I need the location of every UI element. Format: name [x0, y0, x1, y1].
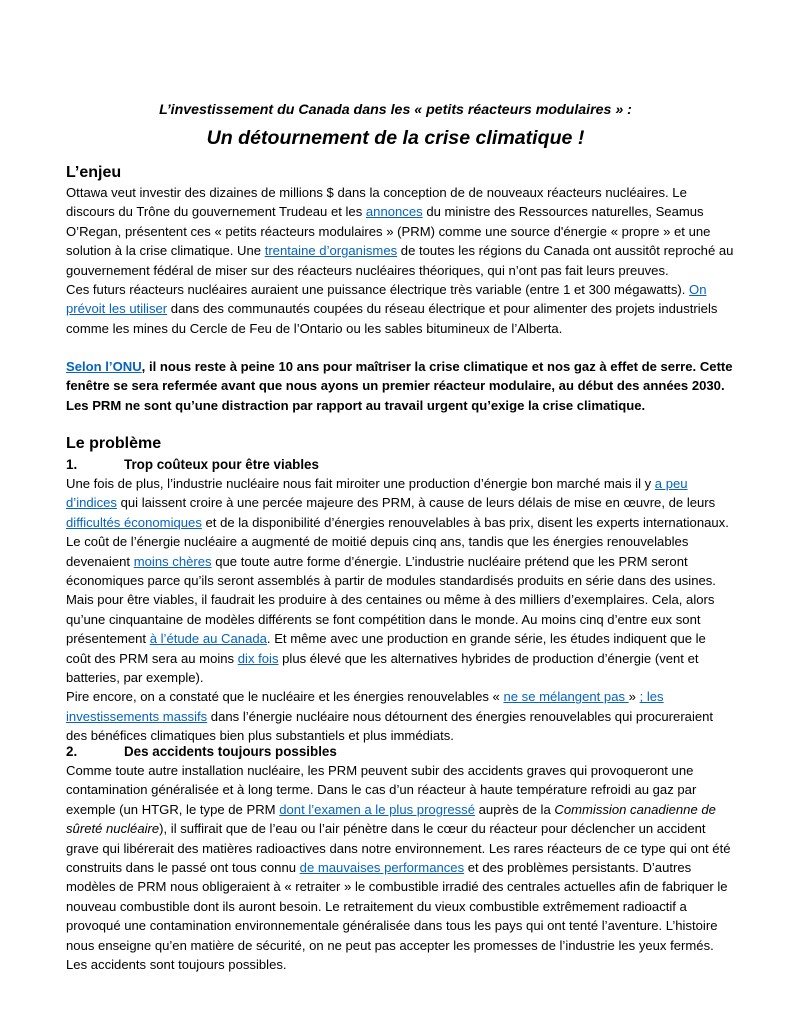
- text-run: de toutes les régions du Canada ont aussitôt reproché au gouvernement fédéral de miser sur des réacteurs nucléaires théoriques, qui n’ont pas fait leurs preuves.: [66, 243, 734, 278]
- link-investissements-massifs[interactable]: ; les investissements massifs: [66, 689, 664, 724]
- link-dix-fois[interactable]: dix fois: [237, 650, 279, 666]
- link-moins-cheres[interactable]: moins chères: [133, 553, 212, 569]
- text-run: qui laissent croire à une percée majeure des PRM, à cause de leurs délais de mise en œuvre, de leurs: [116, 495, 716, 511]
- link-annonces[interactable]: annonces: [365, 204, 423, 220]
- text-run: Pire encore, on a constaté que le nucléaire et les énergies renouvelables «: [66, 689, 504, 705]
- text-run: et des problèmes persistants. D’autres modèles de PRM nous obligeraient à « retraiter » le combustible irradié des centrales actuelles afin de fabriquer le nouveau combustible dont ils auront besoin. Le retraitement du vieux combustible extrêmement radioactif a provoqué une contamination environnementale généralisée dans tous les pays qui ont tenté l’aventure. L’histoire nous enseigne qu’en matière de sécurité, on ne peut pas accepter les promesses de l’industrie les yeux fermés. Les accidents sont toujours possibles.: [66, 860, 728, 973]
- paragraph: [66, 183, 734, 280]
- text-run: auprès de la: [475, 801, 555, 817]
- link-on-prevoit[interactable]: On prévoit les utiliser: [66, 282, 707, 317]
- subheading-title: Des accidents toujours possibles: [124, 744, 337, 759]
- section-heading-probleme: Le problème: [66, 435, 162, 452]
- link-trentaine-organismes[interactable]: trentaine d’organismes: [264, 243, 398, 259]
- text-run: ), il suffirait que de l’eau ou l’air pénètre dans le cœur du réacteur pour déclencher un accident grave qui libérerait des matières radioactives dans notre environnement. Les rares réacteurs de ce type qui ont été construits dans le passé ont tous connu: [66, 821, 731, 876]
- text-run: »: [628, 689, 640, 705]
- text-run: . Et même avec une production en grande série, les études indiquent que le coût des PRM sera au moins: [66, 631, 706, 666]
- text-run: que toute autre forme d’énergie. L’industrie nucléaire prétend que les PRM seront économiques parce qu’ils seront assemblés à partir de modules standardisés produits en série dans des usines. Mais pour être viables, il faudrait les produire à des centaines ou même à des milliers d’exemplaires. Cela, alors qu’une cinquantaine de modèles différents se font compétition dans le monde. Au moins cinq d’entre eux sont présentement: [66, 553, 716, 647]
- link-mauvaises-performances[interactable]: de mauvaises performances: [299, 860, 465, 876]
- text-run: plus élevé que les alternatives hybrides de production d’énergie (vent et batteries, par exemple).: [66, 650, 699, 686]
- text-run: Ces futurs réacteurs nucléaires auraient une puissance électrique très variable (entre 1 et 300 mégawatts).: [66, 282, 690, 298]
- link-difficultes-economiques[interactable]: difficultés économiques: [66, 514, 202, 530]
- section-heading-enjeu: L’enjeu: [66, 164, 122, 181]
- paragraph: [66, 280, 734, 338]
- subheading-number: 2.: [66, 744, 78, 759]
- subheading-accidents: [66, 742, 337, 761]
- paragraph: [66, 761, 734, 974]
- text-run: Comme toute autre installation nucléaire, les PRM peuvent subir des accidents graves qui provoqueront une contamination généralisée et à long terme. Dans le cas d’un réacteur à haute température refroidi au gaz par exemple (un HTGR, le type de PRM: [66, 763, 697, 817]
- enjeu-body: [66, 183, 734, 338]
- document-page: [66, 0, 734, 1024]
- subheading-couteux: [66, 455, 319, 474]
- document-title: Un détournement de la crise climatique !: [206, 127, 585, 149]
- enjeu-onu-paragraph: [66, 357, 734, 415]
- text-run: dans des communautés coupées du réseau électrique et pour alimenter des projets industriels comme les mines du Cercle de Feu de l’Ontario ou les sables bitumineux de l’Alberta.: [66, 301, 718, 336]
- text-run: dans l’énergie nucléaire nous détournent des énergies renouvelables qui procureraient des bénéfices climatiques bien plus substantiels et plus immédiats.: [66, 708, 714, 744]
- link-selon-onu[interactable]: Selon l’ONU: [66, 359, 142, 374]
- subheading-number: 1.: [66, 457, 78, 472]
- link-ne-se-melangent-pas[interactable]: ne se mélangent pas: [503, 689, 629, 705]
- text-run: Une fois de plus, l’industrie nucléaire nous fait miroiter une production d’énergie bon marché mais il y: [66, 476, 655, 491]
- text-run: du ministre des Ressources naturelles, Seamus O’Regan, présentent ces « petits réacteurs modulaires » (PRM) comme une source d'énergie « propre » et une solution à la crise climatique. Une: [66, 204, 711, 259]
- link-examen-progresse[interactable]: dont l’examen a le plus progressé: [279, 801, 476, 817]
- paragraph: [66, 357, 734, 415]
- text-run: et de la disponibilité d’énergies renouvelables à bas prix, disent les experts internationaux. Le coût de l’énergie nucléaire a augmenté de moitié depuis cinq ans, tandis que les énergies renouvelables devenaient: [66, 514, 729, 569]
- paragraph: [66, 687, 734, 745]
- paragraph: [66, 474, 734, 687]
- text-run: Ottawa veut investir des dizaines de millions $ dans la conception de de nouveaux réacteurs nucléaires. Le discours du Trône du gouvernement Trudeau et les: [66, 185, 687, 220]
- link-etude-canada[interactable]: à l’étude au Canada: [149, 631, 267, 647]
- subheading-title: Trop coûteux pour être viables: [124, 457, 319, 472]
- link-peu-indices[interactable]: a peu d’indices: [66, 476, 688, 511]
- text-run: , il nous reste à peine 10 ans pour maîtriser la crise climatique et nos gaz à effet de serre. Cette fenêtre se sera refermée avant que nous ayons un premier réacteur modulaire, au début des années 2030. Les PRM ne sont qu’une distraction par rapport au travail urgent qu’exige la crise climatique.: [66, 359, 733, 413]
- commission-name: Commission canadienne de sûreté nucléaire: [66, 801, 716, 837]
- probleme-body-2: [66, 761, 734, 974]
- probleme-body-1: [66, 474, 734, 746]
- document-subtitle: L’investissement du Canada dans les « petits réacteurs modulaires » :: [159, 102, 632, 118]
